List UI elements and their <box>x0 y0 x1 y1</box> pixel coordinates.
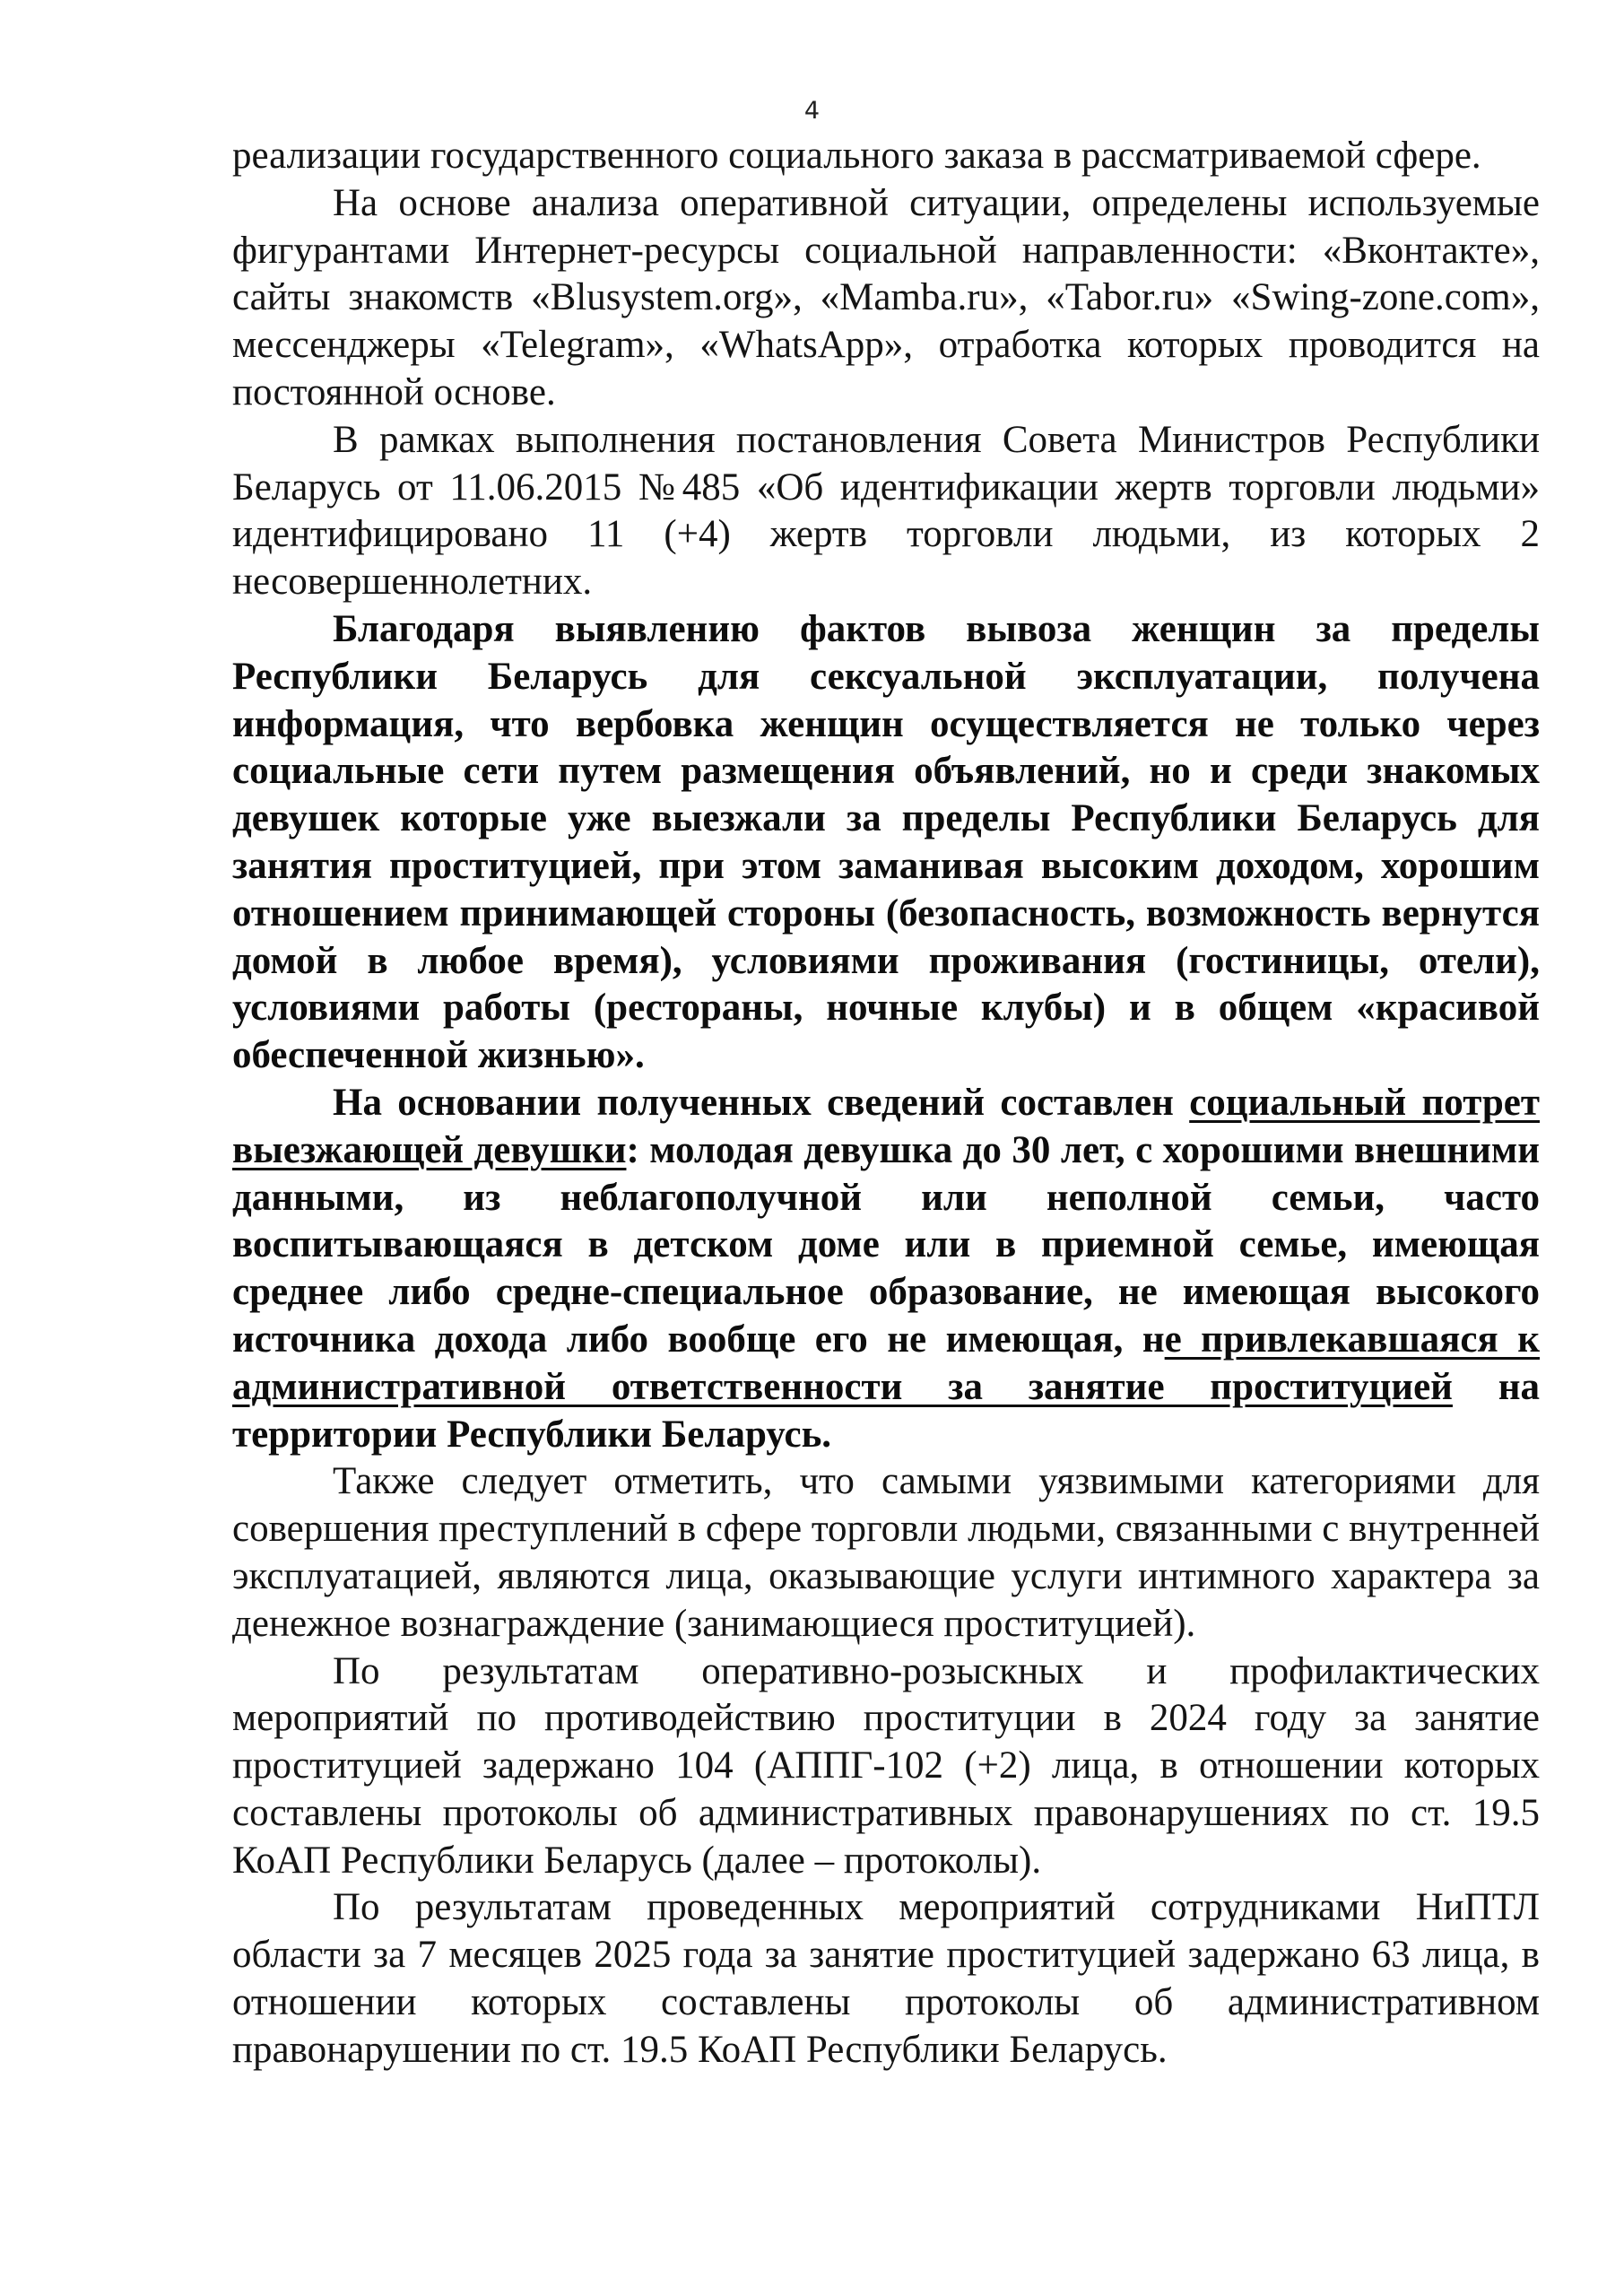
paragraph-internet-resources: На основе анализа оперативной ситуации, определены используемые фигурантами Интернет-ресурсы социальной направленности: «Вконтакте», сайты знакомств «Blusystem.org», «Mamba.ru», «Tabor.ru» «Swing-zone.com», мессенджеры «Telegram», «WhatsApp», отработка которых проводится на постоянной основе. <box>232 181 1540 413</box>
social-portrait-underlined-clause: е привлекавшаяся к административной ответственности за занятие проституцией <box>232 1318 1541 1408</box>
social-portrait-underlined-term: социальный потрет выезжающей девушки <box>232 1081 1540 1171</box>
social-portrait-ending: на территории Республики Беларусь. <box>232 1365 1541 1456</box>
paragraph-social-portrait <box>232 1080 1540 1458</box>
paragraph-recruitment-info: Благодаря выявлению фактов вывоза женщин за пределы Республики Беларусь для сексуальной эксплуатации, получена информация, что вербовка женщин осуществляется не только через социальные сети путем размещения объявлений, но и среди знакомых девушек которые уже выезжали за пределы Республики Беларусь для занятия проституцией, при этом заманивая высоким доходом, хорошим отношением принимающей стороны (безопасность, возможность вернутся домой в любое время), условиями проживания (гостиницы, отели), условиями работы (рестораны, ночные клубы) и в общем «красивой обеспеченной жизнью». <box>232 607 1540 1077</box>
paragraph-victim-identification: В рамках выполнения постановления Совета Министров Республики Беларусь от 11.06.2015 №485 «Об идентификации жертв торговли людьми» идентифицировано 11 (+4) жертв торговли людьми, из которых 2 несовершеннолетних. <box>232 418 1540 604</box>
social-portrait-intro: На основании полученных сведений составлен <box>333 1081 1190 1124</box>
paragraph-2024-results: По результатам оперативно-розыскных и профилактических мероприятий по противодействию проституции в 2024 году за занятие проституцией задержано 104 (АППГ-102 (+2) лица, в отношении которых составлены протоколы об административных правонарушениях по ст. 19.5 КоАП Республики Беларусь (далее – протоколы). <box>232 1649 1540 1882</box>
page-number: 4 <box>803 97 821 125</box>
document-body <box>232 133 1540 2074</box>
paragraph-2025-results: По результатам проведенных мероприятий сотрудниками НиПТЛ области за 7 месяцев 2025 года за занятие проституцией задержано 63 лица, в отношении которых составлены протоколы об административном правонарушении по ст. 19.5 КоАП Республики Беларусь. <box>232 1886 1540 2071</box>
paragraph-vulnerable-categories: Также следует отметить, что самыми уязвимыми категориями для совершения преступлений в сфере торговли людьми, связанными с внутренней эксплуатацией, являются лица, оказывающие услуги интимного характера за денежное вознаграждение (занимающиеся проституцией). <box>232 1460 1540 1645</box>
paragraph-continuation: реализации государственного социального заказа в рассматриваемой сфере. <box>232 135 1481 177</box>
social-portrait-description: : молодая девушка до 30 лет, с хорошими внешними данными, из неблагополучной или неполной семьи, часто воспитывающаяся в детском доме или в приемной семье, имеющая среднее либо средне-специальное образование, не имеющая высокого источника дохода либо вообще его не имеющая, н <box>232 1128 1540 1361</box>
